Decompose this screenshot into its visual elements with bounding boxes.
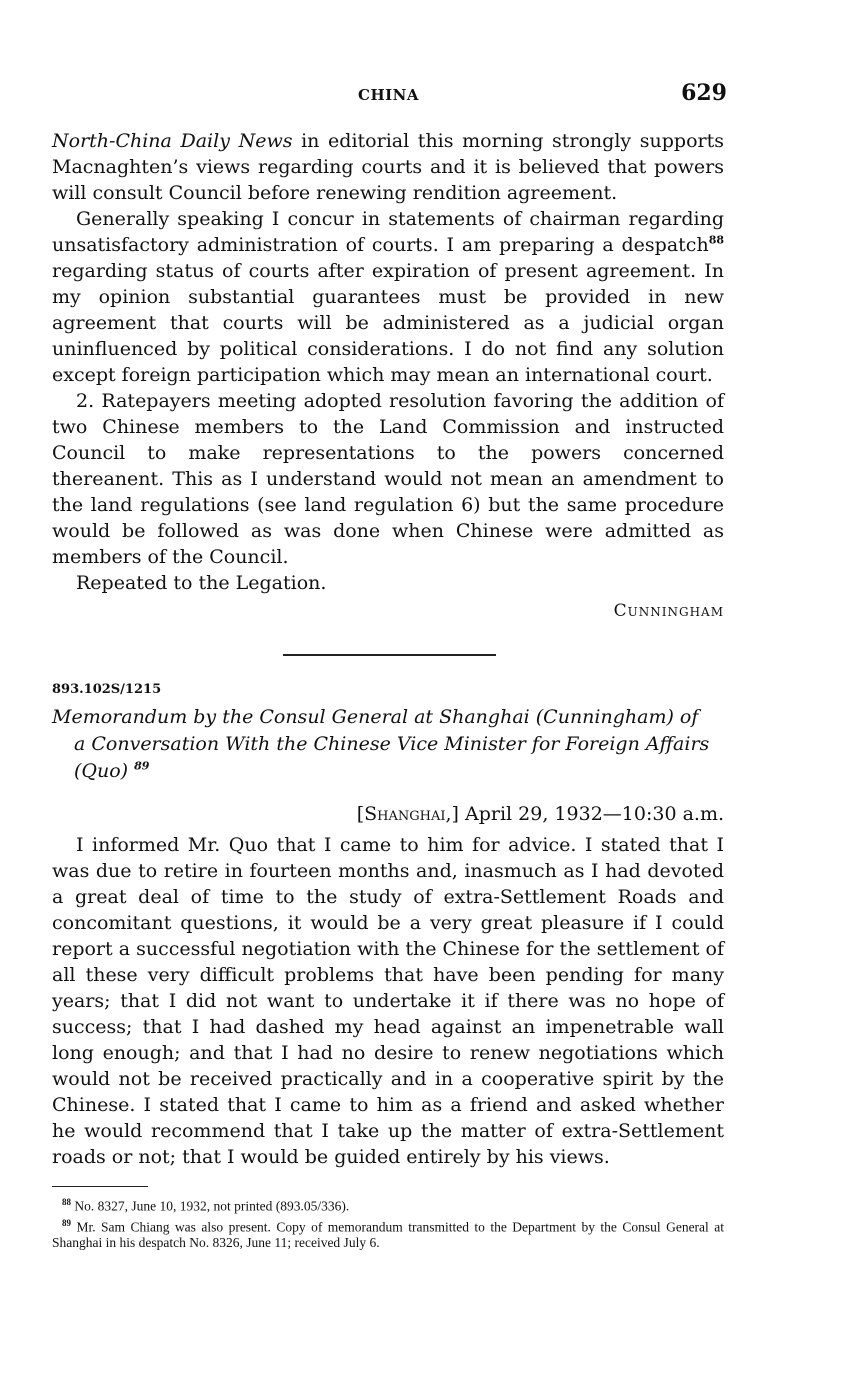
memo-title-line-2: a Conversation With the Chinese Vice Minister for Foreign Affairs bbox=[74, 733, 710, 755]
newspaper-name: North-China Daily News bbox=[52, 130, 293, 152]
page-number: 629 bbox=[681, 80, 727, 106]
running-title: CHINA bbox=[358, 86, 419, 104]
memo-title-line-1: Memorandum by the Consul General at Shanghai (Cunningham) of bbox=[52, 706, 699, 728]
dateline-date: April 29, 1932—10:30 a.m. bbox=[458, 803, 724, 825]
file-number: 893.102S/1215 bbox=[52, 682, 162, 697]
footnote-88 bbox=[52, 1194, 724, 1215]
paragraph-2-text-a: Generally speaking I concur in statements of chairman regarding unsatisfactory administration of courts. I am preparing a despatch bbox=[52, 208, 724, 256]
footnote-divider bbox=[52, 1186, 148, 1187]
paragraph-2 bbox=[52, 206, 724, 388]
memo-title-line-3 bbox=[52, 758, 724, 785]
footnote-ref-88: 88 bbox=[708, 233, 724, 247]
paragraph-1-text: in editorial this morning strongly supports Macnaghten’s views regarding courts and it is believed that powers will consult Council before renewing rendition agreement. bbox=[52, 130, 725, 204]
memo-title bbox=[52, 704, 724, 785]
memo-body bbox=[52, 832, 724, 1170]
memo-title-line-3-text: (Quo) bbox=[74, 760, 129, 782]
paragraph-4: Repeated to the Legation. bbox=[76, 572, 327, 594]
signature: Cunningham bbox=[613, 601, 724, 621]
footnote-mark-89: 89 bbox=[62, 1217, 71, 1228]
paragraph-1 bbox=[52, 128, 724, 206]
section-divider bbox=[283, 654, 496, 656]
dateline bbox=[357, 803, 724, 825]
footnote-88-text: No. 8327, June 10, 1932, not printed (893.05/336). bbox=[71, 1198, 350, 1214]
footnote-ref-89: 89 bbox=[134, 759, 150, 773]
footnote-89-text: Mr. Sam Chiang was also present. Copy of memorandum transmitted to the Department by the Consul General at Shanghai in his despatch No. 8326, June 11; received July 6. bbox=[52, 1219, 724, 1250]
footnote-mark-88: 88 bbox=[62, 1197, 71, 1207]
paragraph-3: 2. Ratepayers meeting adopted resolution favoring the addition of two Chinese members to the Land Commission and instructed Council to make representations to the powers concerned thereanent. This as I understand would not mean an amendment to the land regulations (see land regulation 6) but the same procedure would be followed as was done when Chinese were admitted as members of the Council. bbox=[52, 390, 724, 568]
footnotes bbox=[52, 1194, 724, 1251]
telegram-body bbox=[52, 128, 724, 624]
footnote-89 bbox=[52, 1215, 724, 1252]
dateline-place: [Shanghai,] bbox=[356, 803, 459, 825]
memo-paragraph: I informed Mr. Quo that I came to him for advice. I stated that I was due to retire in fourteen months and, inasmuch as I had devoted a great deal of time to the study of extra-Settlement Roads and concomitant questions, it would be a very great pleasure if I could report a successful negotiation with the Chinese for the settlement of all these very difficult problems that have been pending for many years; that I did not want to undertake it if there was no hope of success; that I had dashed my head against an impenetrable wall long enough; and that I had no desire to renew negotiations which would not be received practically and in a cooperative spirit by the Chinese. I stated that I came to him as a friend and asked whether he would recommend that I take up the matter of extra-Settlement roads or not; that I would be guided entirely by his views. bbox=[52, 834, 724, 1168]
paragraph-2-text-b: regarding status of courts after expiration of present agreement. In my opinion substantial guarantees must be provided in new agreement that courts will be administered as a judicial organ uninfluenced by political considerations. I do not find any solution except foreign participation which may mean an international court. bbox=[52, 260, 724, 386]
